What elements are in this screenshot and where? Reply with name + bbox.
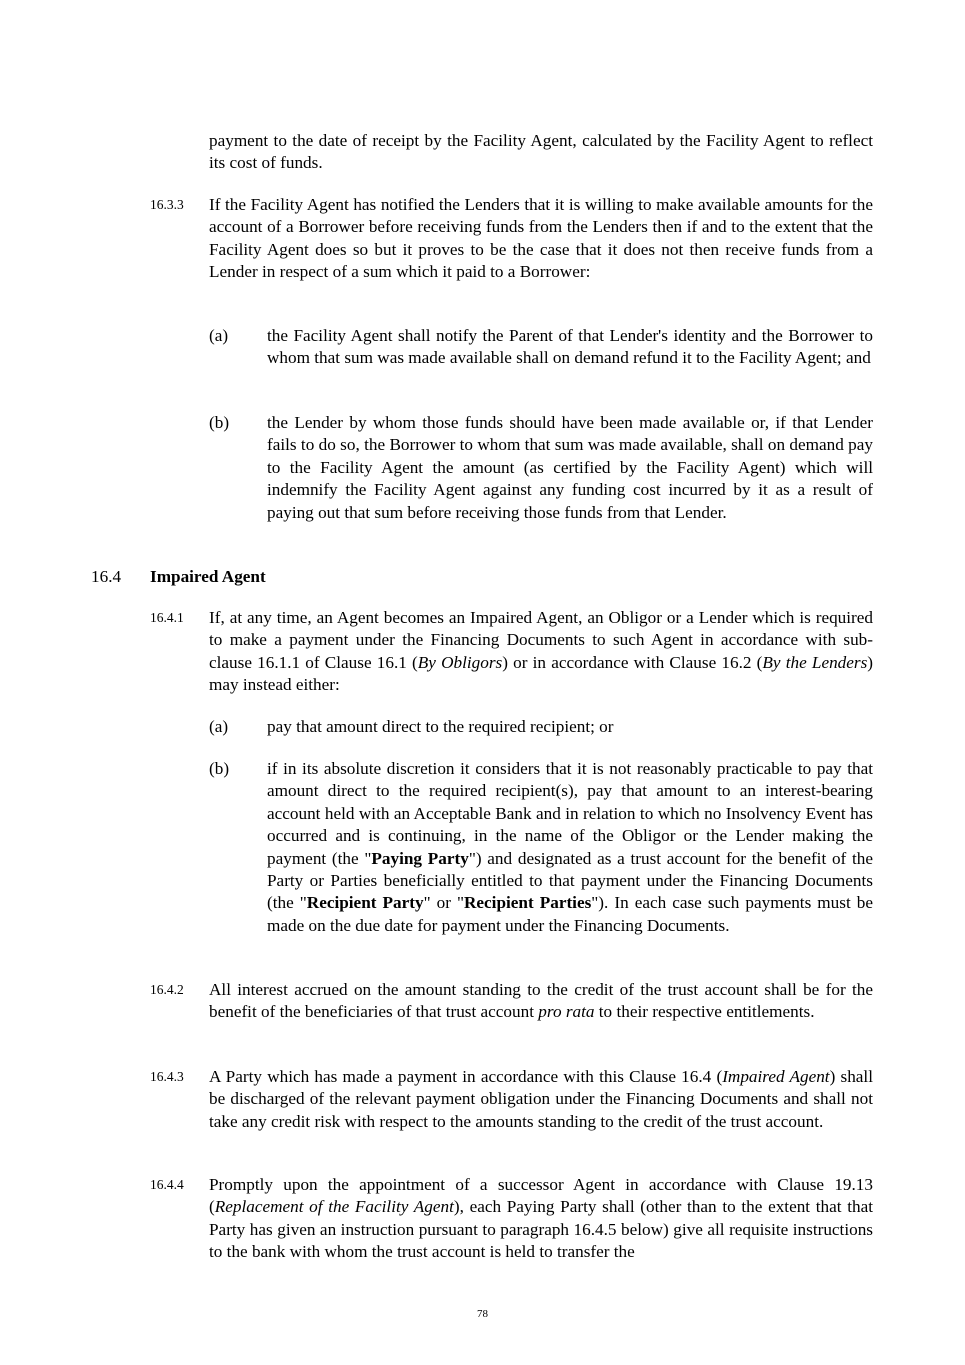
section-heading: Impaired Agent bbox=[150, 567, 266, 586]
clause-16-3-3-b-text: the Lender by whom those funds should have been made available or, if that Lender fails to do so, the Borrower to whom that sum was made available, shall on demand pay to the Facility Agent the amount (as certified by the Facility Agent) which will indemnify the Facility Agent against any funding cost incurred by it as a result of paying out that sum before receiving those funds from that Lender. bbox=[267, 413, 873, 522]
clause-16-4-4-text: Promptly upon the appointment of a successor Agent in accordance with Clause 19.13 (Replacement of the Facility Agent), each Paying Party shall (other than to the extent that that Party has given an instruction pursuant to paragraph 16.4.5 below) give all requisite instructions to the bank with whom the trust account is held to transfer the bbox=[209, 1175, 873, 1262]
clause-16-4-1-text: If, at any time, an Agent becomes an Impaired Agent, an Obligor or a Lender which is required to make a payment under the Financing Documents to such Agent in accordance with sub-clause 16.1.1 of Clause 16.1 (By Obligors) or in accordance with Clause 16.2 (By the Lenders) may instead either: bbox=[209, 608, 874, 695]
clause-number: 16.4.4 bbox=[150, 1177, 184, 1192]
continuation-paragraph: payment to the date of receipt by the Facility Agent, calculated by the Facility Agent to reflect its cost of funds. bbox=[209, 131, 873, 173]
item-label: (a) bbox=[209, 326, 229, 345]
clause-16-4-3-text: A Party which has made a payment in accordance with this Clause 16.4 (Impaired Agent) shall be discharged of the relevant payment obligation under the Financing Documents and shall not take any credit risk with respect to the amounts standing to the credit of the trust account. bbox=[209, 1067, 873, 1131]
item-label: (b) bbox=[209, 413, 230, 432]
clause-16-4-1-b-text: if in its absolute discretion it considers that it is not reasonably practicable to pay that amount direct to the required recipient(s), pay that amount to an interest-bearing account held with an Acceptable Bank and in relation to which no Insolvency Event has occurred and is continuing, in the name of the Obligor or the Lender making the payment (the "Paying Party") and designated as a trust account for the benefit of the Party or Parties beneficially entitled to that payment under the Financing Documents (the "Recipient Party" or "Recipient Parties"). In each case such payments must be made on the due date for payment under the Financing Documents. bbox=[267, 759, 874, 935]
item-label: (b) bbox=[209, 759, 230, 778]
clause-number: 16.4.1 bbox=[150, 610, 184, 625]
section-number: 16.4 bbox=[91, 567, 122, 586]
clause-16-4-1-a-text: pay that amount direct to the required recipient; or bbox=[267, 717, 614, 736]
page-number: 78 bbox=[477, 1308, 488, 1320]
clause-16-4-2-text: All interest accrued on the amount standing to the credit of the trust account shall be for the benefit of the beneficiaries of that trust account pro rata to their respective entitlements. bbox=[209, 980, 873, 1022]
clause-16-3-3-text: If the Facility Agent has notified the Lenders that it is willing to make available amounts for the account of a Borrower before receiving funds from the Lenders then if and to the extent that the Facility Agent does so but it proves to be the case that it does not then receive funds from a Lender in respect of a sum which it paid to a Borrower: bbox=[209, 195, 873, 282]
item-label: (a) bbox=[209, 717, 229, 736]
clause-number: 16.4.2 bbox=[150, 982, 184, 997]
clause-16-3-3-a-text: the Facility Agent shall notify the Parent of that Lender's identity and the Borrower to whom that sum was made available shall on demand refund it to the Facility Agent; and bbox=[267, 326, 873, 368]
clause-number: 16.4.3 bbox=[150, 1069, 184, 1084]
clause-number: 16.3.3 bbox=[150, 197, 184, 212]
